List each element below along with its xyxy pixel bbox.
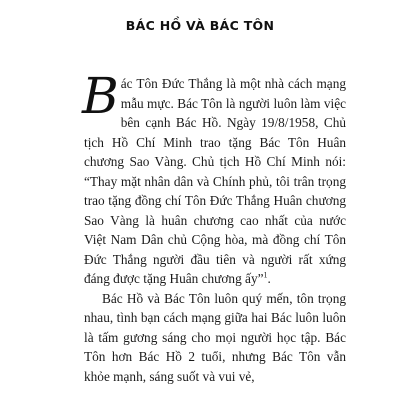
paragraph-1-text: ác Tôn Đức Thắng là một nhà cách mạng mẫu mực. Bác Tôn là người luôn làm việc bên cạnh Bác Hồ. Ngày 19/8/1958, Chủ tịch Hồ Chí Minh trao tặng Bác Tôn Huân chương Sao Vàng. Chủ tịch Hồ Chí Minh nói: “Thay mặt nhân dân và Chính phủ, tôi trân trọng trao tặng đồng chí Tôn Đức Thắng Huân chương Sao Vàng là huân chương cao nhất của nước Việt Nam Dân chủ Cộng hòa, mà đồng chí Tôn Đức Thắng người đầu tiên và người rất xứng đáng được tặng Huân chương ấy” bbox=[84, 76, 346, 286]
body-text bbox=[82, 67, 346, 386]
paragraph-1 bbox=[82, 67, 346, 289]
footnote-marker: 1 bbox=[263, 270, 268, 280]
paragraph-1-end: . bbox=[267, 271, 271, 286]
chapter-title: BÁC HỒ VÀ BÁC TÔN bbox=[125, 18, 275, 33]
paragraph-2: Bác Hồ và Bác Tôn luôn quý mến, tôn trọng nhau, tình bạn cách mạng giữa hai Bác luôn luôn là tấm gương sáng cho mọi người học tập. Bác Tôn hơn Bác Hồ 2 tuổi, nhưng Bác Tôn vẫn khỏe mạnh, sáng suốt và vui vẻ, bbox=[84, 290, 346, 384]
drop-cap: B bbox=[82, 67, 119, 125]
